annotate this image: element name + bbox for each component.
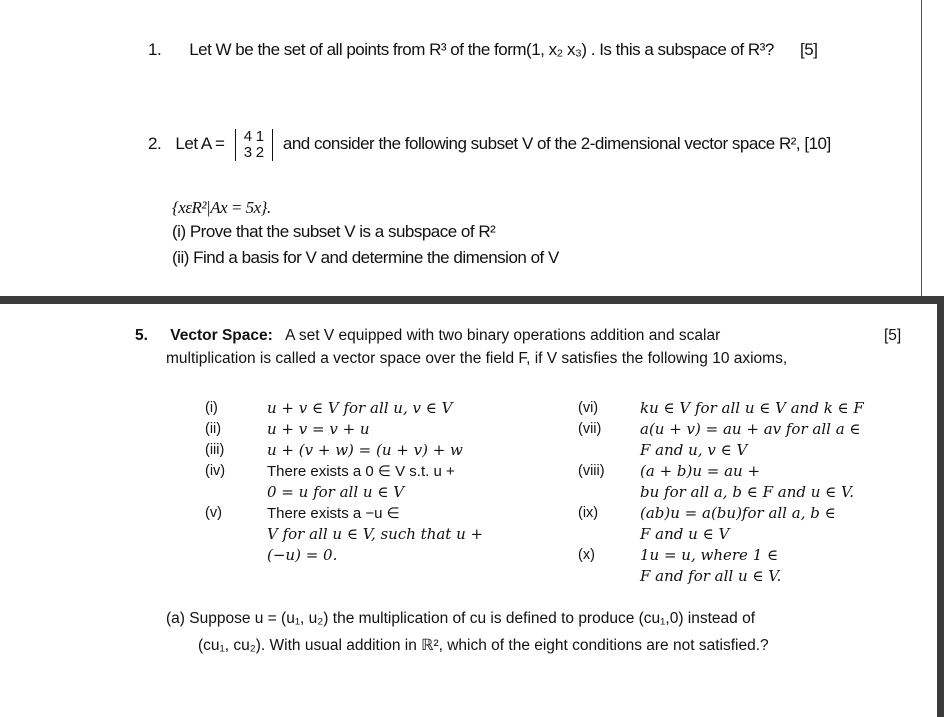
- axiom-text: V for all u ∈ V, such that u +: [267, 525, 484, 543]
- question-5-line-1: A set V equipped with two binary operations addition and scalar: [285, 327, 721, 344]
- question-2-lead: Let A =: [175, 134, 225, 153]
- axiom-text: (−u) = 0.: [267, 546, 338, 564]
- axiom-text: u + v ∈ V for all u, v ∈ V: [267, 399, 453, 417]
- axiom-viii: [578, 461, 864, 503]
- axiom-text: ku ∈ V for all u ∈ V and k ∈ F: [640, 399, 864, 417]
- sheet-divider: [0, 296, 944, 304]
- question-1-marks: [5]: [800, 40, 818, 59]
- axiom-text: (a + b)u = au +: [640, 462, 761, 480]
- matrix-cell: 4: [243, 127, 252, 145]
- part-a-line-2: (cu₁, cu₂). With usual addition in ℝ², which of the eight conditions are not satisfied.?: [198, 637, 769, 654]
- axiom-text: F and for all u ∈ V.: [640, 567, 782, 585]
- axiom-iii: [205, 440, 483, 461]
- question-5-number: 5.: [135, 327, 148, 344]
- axiom-v: [205, 503, 483, 566]
- axiom-iv: [205, 461, 483, 503]
- question-5-title: Vector Space:: [170, 327, 273, 344]
- question-5-header: [135, 327, 720, 345]
- axiom-label: (iii): [205, 442, 225, 458]
- top-worksheet: [0, 0, 944, 300]
- question-2: [148, 127, 831, 161]
- question-1-text: Let W be the set of all points from R³ of the form(1, x₂ x₃) . Is this a subspace of R³?: [189, 40, 774, 59]
- question-1-number: 1.: [148, 40, 162, 59]
- axiom-label: (ix): [578, 505, 599, 521]
- part-a-line-1: (a) Suppose u = (u₁, u₂) the multiplication of cu is defined to produce (cu₁,0) instead of: [166, 610, 756, 627]
- axiom-text: 1u = u, where 1 ∈: [640, 546, 779, 564]
- axiom-text: 0 = u for all u ∈ V: [267, 483, 405, 501]
- axiom-text: (ab)u = a(bu)for all a, b ∈: [640, 504, 836, 522]
- matrix-cell: 3: [243, 143, 252, 161]
- question-1: [148, 40, 817, 60]
- question-5-line-2: multiplication is called a vector space over the field F, if V satisfies the following 10 axioms,: [166, 350, 788, 367]
- axioms-right: [578, 398, 864, 587]
- axiom-text: a(u + v) = au + av for all a ∈: [640, 420, 861, 438]
- sheet-edge-shadow: [937, 300, 944, 717]
- axiom-text: bu for all a, b ∈ F and u ∈ V.: [640, 483, 855, 501]
- axiom-label: (viii): [578, 463, 605, 479]
- axiom-text: There exists a −u ∈: [267, 505, 400, 522]
- axiom-text: u + v = v + u: [267, 420, 370, 438]
- matrix-cell: 1: [255, 127, 264, 145]
- axiom-ix: [578, 503, 864, 545]
- matrix-a: [235, 129, 273, 161]
- axiom-label: (vi): [578, 400, 599, 416]
- axiom-label: (vii): [578, 421, 602, 437]
- axiom-vii: [578, 419, 864, 461]
- axiom-text: There exists a 0 ∈ V s.t. u +: [267, 463, 455, 480]
- axiom-text: u + (v + w) = (u + v) + w: [267, 441, 463, 459]
- matrix-cell: 2: [255, 143, 264, 161]
- axioms-left: [205, 398, 483, 566]
- question-2-text: and consider the following subset V of the 2-dimensional vector space R², [10]: [282, 134, 831, 153]
- axiom-label: (x): [578, 547, 595, 563]
- question-2-part-ii: (ii) Find a basis for V and determine the dimension of V: [172, 248, 559, 267]
- axiom-text: F and u, v ∈ V: [640, 441, 748, 459]
- axiom-text: F and u ∈ V: [640, 525, 730, 543]
- axiom-label: (ii): [205, 421, 222, 437]
- axiom-ii: [205, 419, 483, 440]
- question-5-marks: [5]: [884, 327, 902, 344]
- question-2-part-i: (i) Prove that the subset V is a subspace of R²: [172, 222, 496, 241]
- question-2-number: 2.: [148, 134, 162, 153]
- axiom-vi: [578, 398, 864, 419]
- axiom-x: [578, 545, 864, 587]
- axiom-label: (v): [205, 505, 222, 521]
- set-definition: {xεR²|Ax = 5x}.: [172, 198, 271, 217]
- axiom-label: (i): [205, 400, 218, 416]
- axiom-i: [205, 398, 483, 419]
- page-edge: [921, 0, 922, 300]
- axiom-label: (iv): [205, 463, 226, 479]
